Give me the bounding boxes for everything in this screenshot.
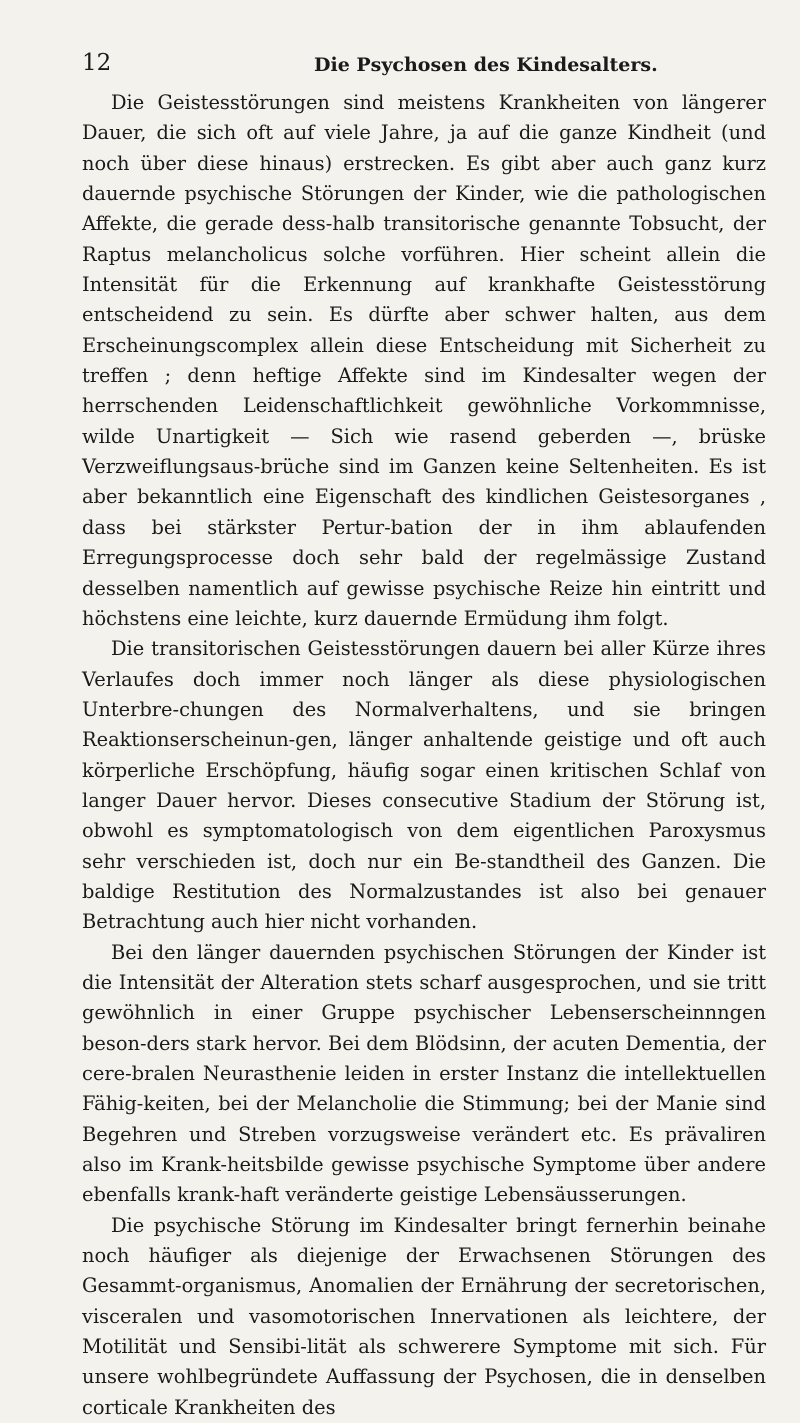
paragraph-1: Die Geistesstörungen sind meistens Krankheiten von längerer Dauer, die sich oft auf viele Jahre, ja auf die ganze Kindheit (und noch über diese hinaus) erstrecken. Es gibt aber auch ganz kurz dauernde psychische Störungen der Kinder, wie die pathologischen Affekte, die gerade dess-halb transitorische genannte Tobsucht, der Raptus melancholicus solche vorführen. Hier scheint allein die Intensität für die Erkennung auf krankhafte Geistesstörung entscheidend zu sein. Es dürfte aber schwer halten, aus dem Erscheinungscomplex allein diese Entscheidung mit Sicherheit zu treffen ; denn heftige Affekte sind im Kindesalter wegen der herrschenden Leidenschaftlichkeit gewöhnliche Vorkommnisse, wilde Unartigkeit — Sich wie rasend geberden —, brüske Verzweiflungsaus-brüche sind im Ganzen keine Seltenheiten. Es ist aber bekanntlich eine Eigenschaft des kindlichen Geistesorganes , dass bei stärkster Pertur-bation der in ihm ablaufenden Erregungsprocesse doch sehr bald der regelmässige Zustand desselben namentlich auf gewisse psychische Reize hin eintritt und höchstens eine leichte, kurz dauernde Ermüdung ihm folgt. xyxy=(82,91,766,630)
body-text xyxy=(82,88,766,1423)
paragraph-3: Bei den länger dauernden psychischen Störungen der Kinder ist die Intensität der Alteration stets scharf ausgesprochen, und sie tritt gewöhnlich in einer Gruppe psychischer Lebenserscheinnngen beson-ders stark hervor. Bei dem Blödsinn, der acuten Dementia, der cere-bralen Neurasthenie leiden in erster Instanz die intellektuellen Fähig-keiten, bei der Melancholie die Stimmung; bei der Manie sind Begehren und Streben vorzugsweise verändert etc. Es prävaliren also im Krank-heitsbilde gewisse psychische Symptome über andere ebenfalls krank-haft veränderte geistige Lebensäusserungen. xyxy=(82,940,766,1207)
page-header xyxy=(82,50,766,80)
running-head: Die Psychosen des Kindesalters. xyxy=(314,54,658,76)
paragraph-2: Die transitorischen Geistesstörungen dauern bei aller Kürze ihres Verlaufes doch immer noch länger als diese physiologischen Unterbre-chungen des Normalverhaltens, und sie bringen Reaktionserscheinun-gen, länger anhaltende geistige und oft auch körperliche Erschöpfung, häufig sogar einen kritischen Schlaf von langer Dauer hervor. Dieses consecutive Stadium der Störung ist, obwohl es symptomatologisch von dem eigentlichen Paroxysmus sehr verschieden ist, doch nur ein Be-standtheil des Ganzen. Die baldige Restitution des Normalzustandes ist also bei genauer Betrachtung auch hier nicht vorhanden. xyxy=(82,637,766,934)
paragraph-4: Die psychische Störung im Kindesalter bringt fernerhin beinahe noch häufiger als diejenige der Erwachsenen Störungen des Gesammt-organismus, Anomalien der Ernährung der secretorischen, visceralen und vasomotorischen Innervationen als leichtere, der Motilität und Sensibi-lität als schwerere Symptome mit sich. Für unsere wohlbegründete Auffassung der Psychosen, die in denselben corticale Krankheiten des xyxy=(82,1213,766,1419)
page-number: 12 xyxy=(82,50,112,76)
